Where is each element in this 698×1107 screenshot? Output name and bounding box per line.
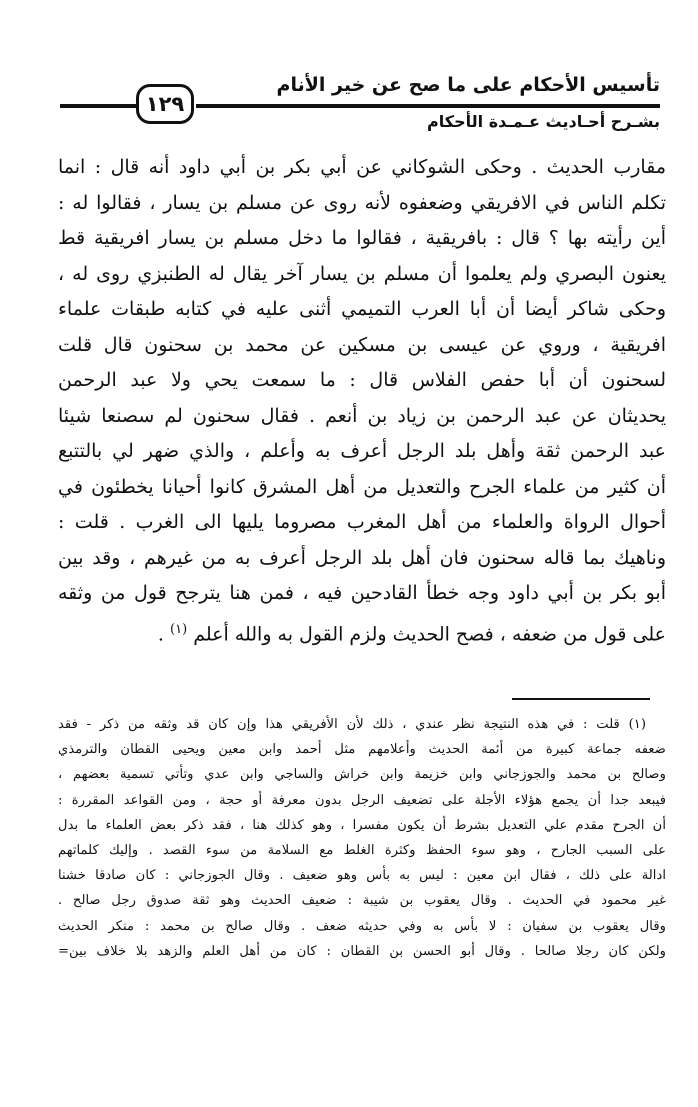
- text-line: افريقية ، وروي عن عيسى بن مسكين عن محمد بن سحنون قال قلت: [58, 333, 666, 356]
- sentence-end: .: [157, 622, 164, 645]
- text-line: وحكى شاكر أيضا أن أبا العرب التميمي أثنى عليه في كتابه طبقات علماء: [58, 298, 666, 320]
- book-subtitle: بشـرح أحـاديث عـمـدة الأحكام: [427, 112, 660, 131]
- text-line: وناهيك بما قاله سحنون فان أهل بلد الرجل أعرف به من غيرهم ، وقد بين: [58, 546, 666, 569]
- footnote-marker: (١): [170, 621, 188, 637]
- text-line-last: [58, 612, 666, 653]
- footnote-line: ادالة على ذلك ، فقال ابن معين : ليس به بأس وهو ضعيف . وقال الجوزجاني : كان صادقا خشنا: [58, 868, 666, 884]
- header-rule-right: [196, 104, 660, 108]
- text-line: أن كثير من علماء الجرح والتعديل من أهل المشرق كانوا أحيانا يخطئون في: [58, 475, 666, 498]
- footnote-separator: [512, 698, 650, 700]
- footnote-line: (١) قلت : في هذه النتيجة نظر عندي ، ذلك لأن الأفريقي هذا وإن كان قد وثقه من ذكر - فقد: [58, 717, 646, 732]
- text-line: أين رأيته بها ؟ قال : بافريقية ، فقالوا ما دخل مسلم بن يسار افريقية قط: [58, 227, 666, 249]
- footnote-line: غير محمود في الحديث . وقال يعقوب بن شيبة : ضعيف الحديث وهو ثقة صدوق رجل صالح .: [58, 893, 666, 909]
- page-number: [136, 84, 194, 124]
- book-title: تأسيس الأحكام على ما صح عن خير الأنام: [276, 74, 660, 96]
- footnote-line: على السبب الجارح ، وهو سوء الحفظ وكثرة الغلط مع السلامة من سوء القصد . وإليك كلماتهم: [58, 843, 666, 859]
- page-number-text: ١٢٩: [145, 92, 185, 116]
- footnote-line: وصالح بن محمد والجوزجاني وابن خزيمة وابن خراش والساجي وابن عدي وتأتي تسمية بعضهم ،: [58, 767, 666, 783]
- footnote-line: ولكن كان رجلا صالحا . وقال أبو الحسن بن القطان : كان من أهل العلم والزهد بلا خلاف بين=: [58, 943, 666, 959]
- page-header: [60, 70, 660, 140]
- footnote-line: فيبعد جدا أن يجمع هؤلاء الأجلة على تضعيف الرجل بدون معرفة أو حجة ، ومن القواعد المقررة :: [58, 792, 666, 808]
- footnote-block: [58, 712, 666, 964]
- text-line: يعنون البصري ولم يعلموا أن مسلم بن يسار آخر يقال له الطنبزي روى له ،: [58, 262, 666, 285]
- text-line: عبد الرحمن ثقة وأهل بلد الرجل أعرف به وأعلم ، والذي ضهر لي بالتتبع: [58, 440, 666, 462]
- footnote-line: أن الجرح مقدم علي التعديل بشرط أن يكون مفسرا ، وهو كذلك هنا ، فقد ذكر بعض العلماء ما بدل: [58, 817, 666, 833]
- text-line: أحوال الرواة والعلماء من أهل المغرب مصروما يليها الى الغرب . قلت :: [58, 511, 666, 533]
- text-line: تكلم الناس في الافريقي وضعفوه لأنه روى عن مسلم بن يسار ، فقالوا له :: [58, 191, 666, 214]
- text-line-last-content: على قول من ضعفه ، فصح الحديث ولزم القول به والله أعلم: [193, 622, 666, 645]
- text-line: لسحنون أن أبا حفص الفلاس قال : ما سمعت يحي ولا عبد الرحمن: [58, 369, 666, 391]
- footnote-line: وقال يعقوب بن سفيان : لا بأس به وفي حديثه ضعف . وقال صالح بن محمد : منكر الحديث: [58, 918, 666, 934]
- header-rule-left: [60, 104, 136, 108]
- main-text: [58, 150, 666, 652]
- text-line: أبو بكر بن أبي داود وجه خطأ القادحين فيه ، فمن هنا يترجح قول من وثقه: [58, 582, 666, 604]
- text-line: مقارب الحديث . وحكى الشوكاني عن أبي بكر بن أبي داود أنه قال : انما: [58, 156, 666, 178]
- text-line: يحديثان عن عبد الرحمن بن زياد بن أنعم . فقال سحنون لم سصنعا شيئا: [58, 404, 666, 427]
- footnote-line: ضعفه جماعة كبيرة من أئمة الحديث وأعلامهم مثل أحمد وابن معين ويحيى القطان والترمذي: [58, 742, 666, 758]
